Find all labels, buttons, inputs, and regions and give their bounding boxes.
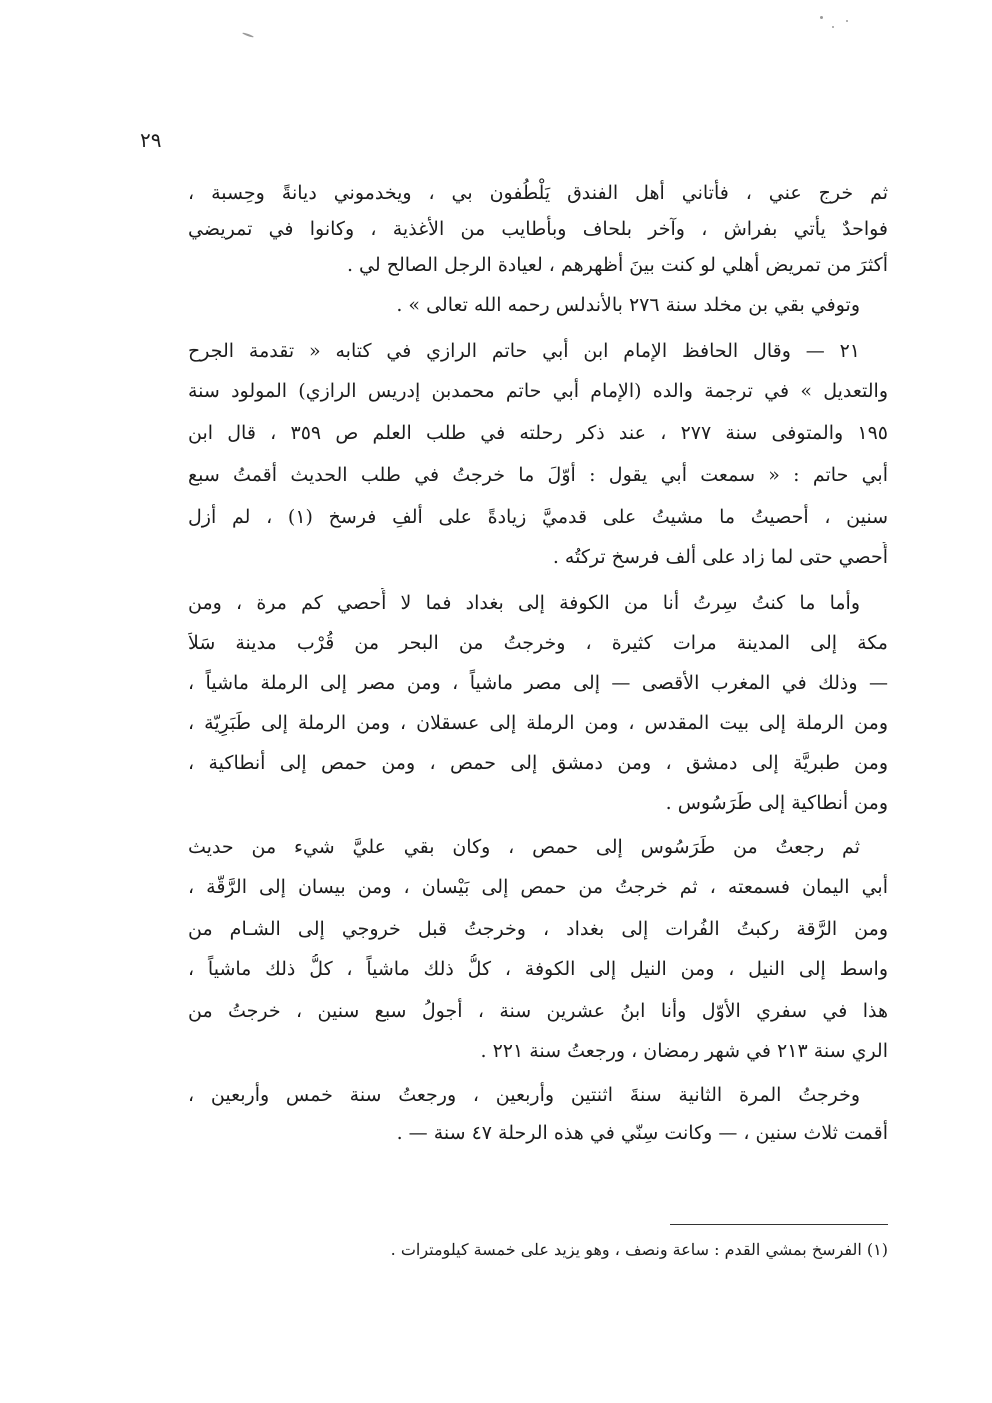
text-line-21: هذا في سفري الأوّل وأنا ابنُ عشرين سنة ، أجولُ سبع سنين ، خرجتُ من [188,1000,888,1022]
footnote-divider [670,1224,888,1225]
text-line-15: ومن طبريَّة إلى دمشق ، ومن دمشق إلى حمص ، ومن حمص إلى أنطاكية ، [188,752,888,774]
text-line-9: سنين ، أحصيتُ ما مشيتُ على قدميَّ زيادةً على ألفِ فرسخ (١) ، لم أزل [188,506,888,528]
text-line-5: ٢١ — وقال الحافظ الإمام ابن أبي حاتم الرازي في كتابه « تقدمة الجرح [188,340,860,362]
text-line-12: مكة إلى المدينة مرات كثيرة ، وخرجتُ من البحر من قُرْب مدينة سَلاَ [188,632,888,654]
text-line-2: فواحدٌ يأتي بفراش ، وآخر بلحاف وبأطايب من الأغذية ، وكانوا في تمريضي [188,218,888,240]
text-line-14: ومن الرملة إلى بيت المقدس ، ومن الرملة إلى عسقلان ، ومن الرملة إلى طَبَرِيّة ، [188,712,888,734]
text-line-11: وأما ما كنتُ سِرتُ أنا من الكوفة إلى بغداد فما لا أُحصي كم مرة ، ومن [188,592,860,614]
text-line-19: ومن الرَّقة ركبتُ الفُرات إلى بغداد ، وخرجتُ قبل خروجي إلى الشـام من [188,918,888,940]
scan-speck [242,32,254,38]
text-line-17: ثم رجعتُ من طَرَسُوس إلى حمص ، وكان بقي عليَّ شيء من حديث [188,836,860,858]
scan-speck [820,16,823,19]
text-line-6: والتعديل » في ترجمة والده (الإمام أبي حاتم محمدبن إدريس الرازي) المولود سنة [188,380,888,402]
text-line-4: وتوفي بقي بن مخلد سنة ٢٧٦ بالأندلس رحمه الله تعالى » . [396,294,860,316]
scan-speck [832,26,834,28]
text-line-24: أقمت ثلاث سنين ، — وكانت سِنّي في هذه الرحلة ٤٧ سنة — . [396,1122,888,1144]
footnote: (١) الفرسخ بمشي القدم : ساعة ونصف ، وهو يزيد على خمسة كيلومترات . [390,1240,888,1259]
text-line-18: أبي اليمان فسمعته ، ثم خرجتُ من حمص إلى بَيْسان ، ومن بيسان إلى الرَّقّة ، [188,876,888,898]
text-line-1: ثم خرج عني ، فأتاني أهل الفندق يَلْطُفون بي ، ويخدموني ديانةً وحِسبة ، [188,182,888,204]
text-line-22: الري سنة ٢١٣ في شهر رمضان ، ورجعتُ سنة ٢٢١ . [480,1040,888,1062]
text-line-16: ومن أنطاكية إلى طَرَسُوس . [665,792,888,814]
scan-speck [846,20,848,22]
text-line-13: — وذلك في المغرب الأقصى — إلى مصر ماشياً ، ومن مصر إلى الرملة ماشياً ، [188,672,888,694]
text-line-8: أبي حاتم : « سمعت أبي يقول : أوّلَ ما خرجتُ في طلب الحديث أقمتُ سبع [188,464,888,486]
text-line-7: ١٩٥ والمتوفى سنة ٢٧٧ ، عند ذكر رحلته في طلب العلم ص ٣٥٩ ، قال ابن [188,422,888,444]
text-line-20: واسط إلى النيل ، ومن النيل إلى الكوفة ، كلُّ ذلك ماشياً ، كلُّ ذلك ماشياً ، [188,958,888,980]
text-line-23: وخرجتُ المرة الثانية سنةَ اثنتين وأربعين ، ورجعتُ سنة خمس وأربعين ، [188,1084,860,1106]
text-line-10: أُحصي حتى لما زاد على ألف فرسخ تركتُه . [552,546,888,568]
text-line-3: أكثرَ من تمريض أهلي لو كنت بينَ أظهرهم ، لعيادة الرجل الصالح لي . [346,254,888,276]
page-number: ٢٩ [140,128,162,152]
